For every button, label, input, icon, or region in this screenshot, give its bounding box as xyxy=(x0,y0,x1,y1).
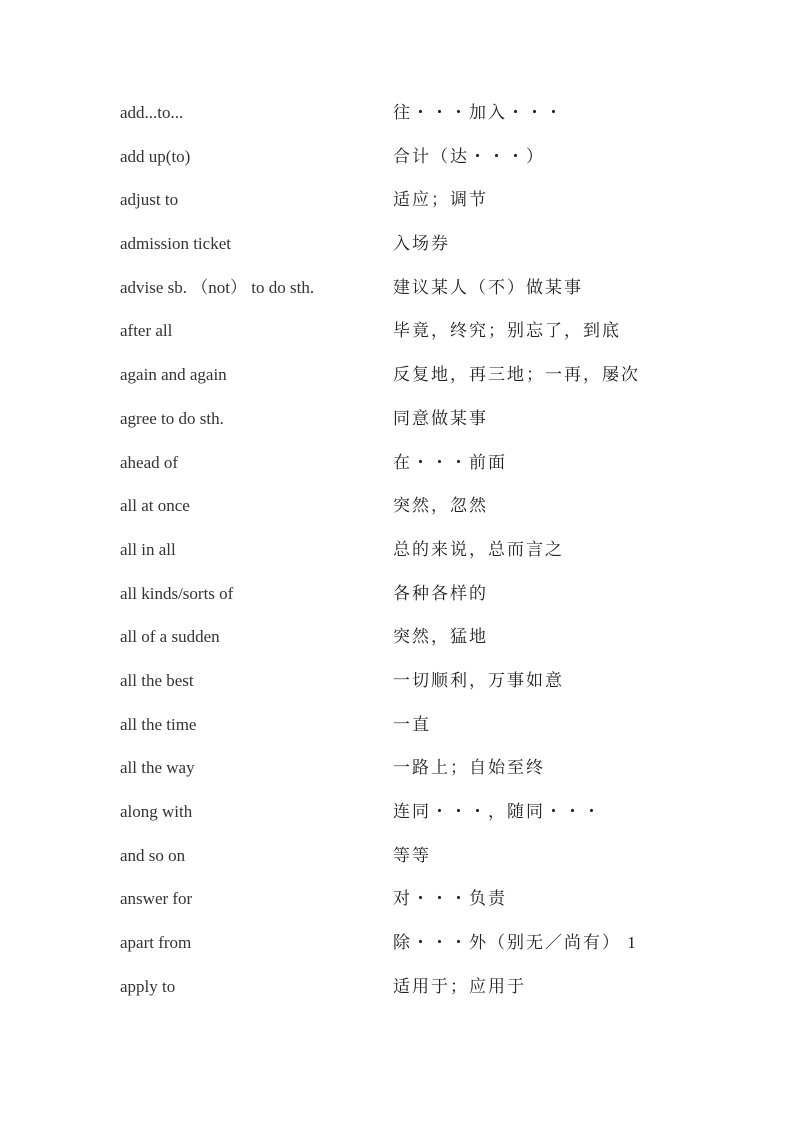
english-phrase: all kinds/sorts of xyxy=(120,583,234,603)
list-item xyxy=(120,317,680,361)
chinese-meaning: 连同・・・，随同・・・ xyxy=(393,802,602,821)
list-item xyxy=(120,405,680,449)
chinese-meaning: 建议某人（不）做某事 xyxy=(393,277,583,297)
chinese-meaning: 适用于；应用于 xyxy=(393,976,526,996)
list-item xyxy=(120,449,680,493)
english-phrase: agree to do sth. xyxy=(120,408,224,428)
chinese-meaning: 在・・・前面 xyxy=(393,452,507,472)
english-phrase: add...to... xyxy=(120,103,184,122)
list-item xyxy=(120,667,680,711)
english-phrase: all the way xyxy=(120,758,195,778)
list-item xyxy=(120,580,680,624)
english-phrase: apply to xyxy=(120,976,176,996)
chinese-meaning: 除・・・外（别无／尚有） 1 xyxy=(393,933,638,953)
list-item xyxy=(120,623,680,667)
english-phrase: all the best xyxy=(120,670,194,690)
list-item xyxy=(120,973,680,1017)
phrase-list xyxy=(120,99,680,1016)
list-item xyxy=(120,99,680,143)
chinese-meaning: 合计（达・・・） xyxy=(393,146,545,166)
list-item xyxy=(120,885,680,929)
english-phrase: advise sb. （not） to do sth. xyxy=(120,277,315,297)
chinese-meaning: 毕竟，终究；别忘了，到底 xyxy=(393,321,621,341)
chinese-meaning: 突然，忽然 xyxy=(393,496,488,516)
chinese-meaning: 总的来说，总而言之 xyxy=(393,539,564,559)
list-item xyxy=(120,274,680,318)
english-phrase: all the time xyxy=(120,714,197,734)
list-item xyxy=(120,798,680,842)
chinese-meaning: 一路上；自始至终 xyxy=(393,758,545,778)
english-phrase: adjust to xyxy=(120,190,179,210)
chinese-meaning: 突然，猛地 xyxy=(393,627,488,647)
english-phrase: ahead of xyxy=(120,452,179,472)
english-phrase: all of a sudden xyxy=(120,627,220,647)
chinese-meaning: 同意做某事 xyxy=(393,408,488,428)
list-item xyxy=(120,361,680,405)
chinese-meaning: 一切顺利，万事如意 xyxy=(393,670,564,690)
chinese-meaning: 适应；调节 xyxy=(393,190,488,210)
english-phrase: add up(to) xyxy=(120,146,191,166)
chinese-meaning: 往・・・加入・・・ xyxy=(393,103,564,122)
list-item xyxy=(120,536,680,580)
list-item xyxy=(120,230,680,274)
list-item xyxy=(120,754,680,798)
chinese-meaning: 反复地，再三地；一再，屡次 xyxy=(393,365,640,385)
list-item xyxy=(120,711,680,755)
list-item xyxy=(120,186,680,230)
english-phrase: all at once xyxy=(120,496,190,516)
chinese-meaning: 各种各样的 xyxy=(393,583,488,603)
english-phrase: admission ticket xyxy=(120,234,231,254)
english-phrase: and so on xyxy=(120,845,186,865)
english-phrase: after all xyxy=(120,321,173,341)
list-item xyxy=(120,929,680,973)
english-phrase: answer for xyxy=(120,889,193,909)
english-phrase: along with xyxy=(120,802,193,821)
list-item xyxy=(120,143,680,187)
chinese-meaning: 一直 xyxy=(393,714,431,734)
english-phrase: apart from xyxy=(120,933,192,953)
chinese-meaning: 入场券 xyxy=(393,234,450,254)
chinese-meaning: 对・・・负责 xyxy=(393,889,507,909)
english-phrase: all in all xyxy=(120,539,176,559)
english-phrase: again and again xyxy=(120,365,227,385)
chinese-meaning: 等等 xyxy=(393,845,431,865)
list-item xyxy=(120,842,680,886)
list-item xyxy=(120,492,680,536)
